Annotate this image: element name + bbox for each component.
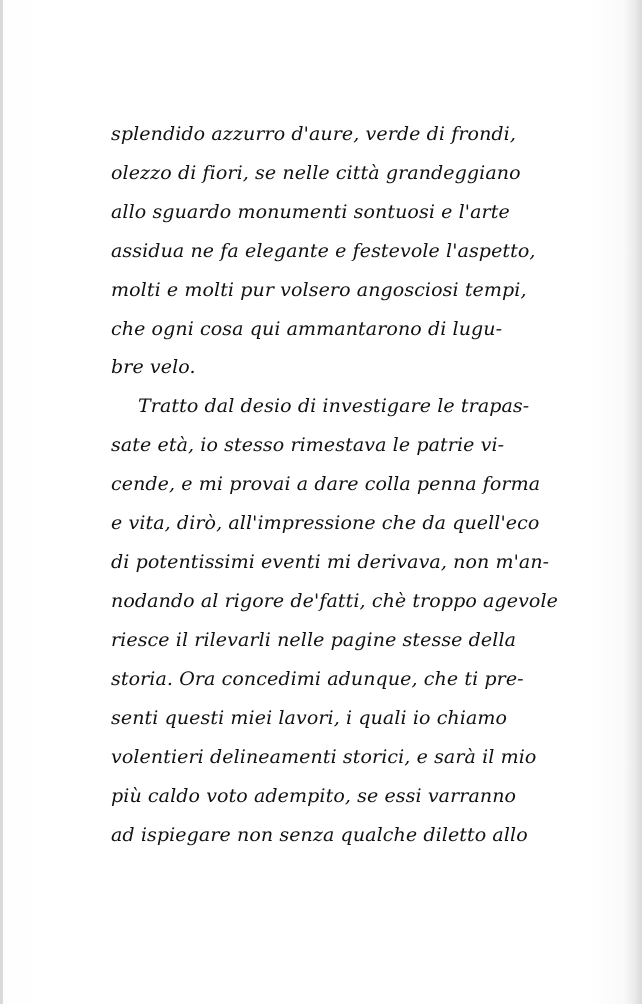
text-line: più caldo voto adempito, se essi varranno	[111, 785, 517, 807]
text-line: assidua ne fa elegante e festevole l'aspetto,	[111, 240, 536, 262]
text-line: e vita, dirò, all'impressione che da quell'eco	[111, 512, 540, 534]
text-line: cende, e mi provai a dare colla penna forma	[111, 473, 541, 495]
text-line: allo sguardo monumenti sontuosi e l'arte	[111, 201, 510, 223]
text-line: storia. Ora concedimi adunque, che ti pre-	[111, 668, 524, 690]
text-line: ad ispiegare non senza qualche diletto allo	[111, 824, 528, 846]
text-line: senti questi miei lavori, i quali io chiamo	[111, 707, 508, 729]
paragraph-start-line: Tratto dal desio di investigare le trapas-	[138, 395, 530, 417]
text-line: volentieri delineamenti storici, e sarà il mio	[111, 746, 537, 768]
text-line: splendido azzurro d'aure, verde di frondi,	[111, 123, 516, 145]
text-line: riesce il rilevarli nelle pagine stesse della	[111, 629, 517, 651]
text-line: sate età, io stesso rimestava le patrie vi-	[111, 434, 505, 456]
text-line: di potentissimi eventi mi derivava, non m'an-	[111, 551, 550, 573]
text-line: nodando al rigore de'fatti, chè troppo agevole	[111, 590, 558, 612]
text-line: che ogni cosa qui ammantarono di lugu-	[111, 318, 503, 340]
text-line: molti e molti pur volsero angosciosi tempi,	[111, 279, 527, 301]
text-line: olezzo di fiori, se nelle città grandeggiano	[111, 162, 521, 184]
text-line: bre velo.	[111, 356, 196, 378]
